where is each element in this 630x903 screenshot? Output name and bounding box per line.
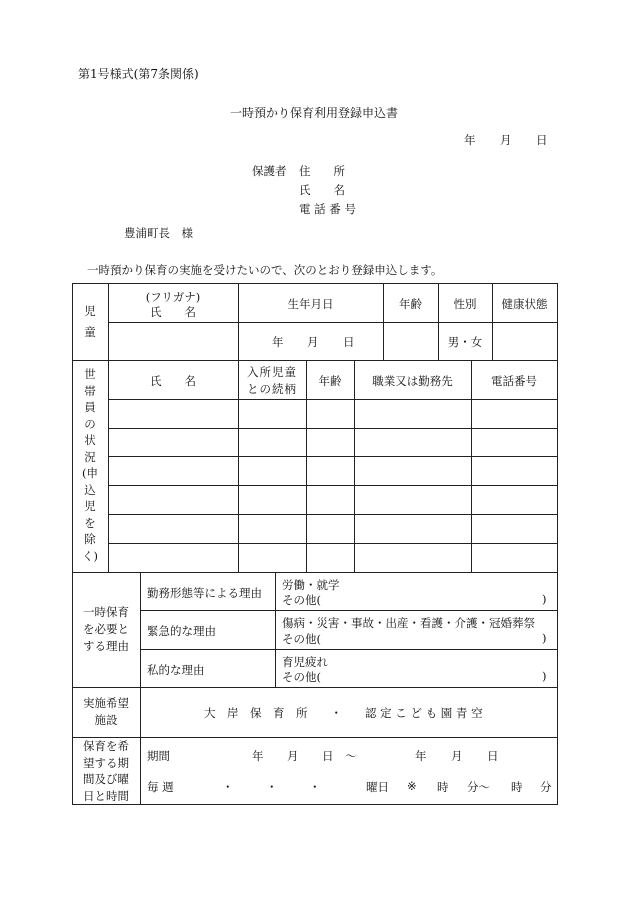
rule xyxy=(306,360,307,572)
birth-day: 日 xyxy=(343,335,355,349)
rule xyxy=(275,572,276,687)
rule xyxy=(140,687,141,804)
table-border-top xyxy=(72,283,558,284)
rule xyxy=(108,485,558,486)
guardian-label: 保護者 xyxy=(252,164,287,178)
time-hour-2: 時 xyxy=(511,780,523,794)
reason-emergency-line1: 傷病・災害・事故・出産・看護・介護・冠婚葬祭 xyxy=(282,616,535,630)
rule xyxy=(72,687,558,688)
reason-private-line2: その他( xyxy=(282,670,321,684)
date-month: 月 xyxy=(500,133,512,147)
guardian-name-label: 氏 名 xyxy=(299,183,345,197)
reason-emergency-line2: その他( xyxy=(282,632,321,646)
phone-header: 電話番号 xyxy=(491,374,537,388)
household-section-label: 世 帯 員 の 状 況 (申 込 児 を 除 く) xyxy=(82,367,98,563)
birth-year: 年 xyxy=(272,335,284,349)
household-name-header: 氏 名 xyxy=(150,374,196,388)
page-title: 一時預かり保育利用登録申込書 xyxy=(230,106,399,120)
rule xyxy=(108,514,558,515)
time-minute-2: 分 xyxy=(540,780,552,794)
reason-work-line2: その他( xyxy=(282,593,321,607)
rule xyxy=(108,360,109,572)
rule xyxy=(471,360,472,572)
period-year-2: 年 xyxy=(415,749,427,763)
facility-options: 大 岸 保 育 所 ・ 認 定 こ ど も 園 青 空 xyxy=(204,706,483,720)
weekday-label: 曜日 xyxy=(366,780,389,794)
reason-emergency-close: ) xyxy=(542,631,547,645)
gender-label: 性別 xyxy=(453,297,477,311)
gender-choice: 男・女 xyxy=(447,335,483,349)
period-year-1: 年 xyxy=(252,749,264,763)
reason-private-line1: 育児疲れ xyxy=(282,655,328,669)
furigana-label: (フリガナ) xyxy=(145,290,201,304)
form-id: 第1号様式(第7条関係) xyxy=(78,67,199,81)
reason-work-line1: 労働・就学 xyxy=(282,578,340,592)
weekday-dot: ・ xyxy=(266,780,278,794)
table-border-right xyxy=(557,283,558,805)
note-mark: ※ xyxy=(407,779,417,793)
reason-label-work: 勤務形態等による理由 xyxy=(147,586,262,600)
reason-work-close: ) xyxy=(542,592,547,606)
rule xyxy=(108,399,558,400)
period-day-2: 日 xyxy=(487,749,499,763)
time-hour-1: 時 xyxy=(437,780,449,794)
reason-section-label: 一時保育 を必要と する理由 xyxy=(83,605,129,653)
period-month-1: 月 xyxy=(287,749,299,763)
date-year: 年 xyxy=(464,133,476,147)
facility-label: 実施希望 施設 xyxy=(83,696,129,727)
rule xyxy=(72,572,558,573)
rule xyxy=(140,610,558,611)
period-day-1: 日 〜 xyxy=(322,749,357,763)
rule xyxy=(140,649,558,650)
period-month-2: 月 xyxy=(451,749,463,763)
rule xyxy=(354,360,355,572)
rule xyxy=(140,572,141,687)
date-day: 日 xyxy=(536,133,548,147)
weekday-dot: ・ xyxy=(222,780,234,794)
rule xyxy=(108,456,558,457)
rule xyxy=(72,737,558,738)
occupation-header: 職業又は勤務先 xyxy=(372,374,453,388)
rule xyxy=(108,428,558,429)
health-label: 健康状態 xyxy=(501,297,548,311)
relation-header-2: との続柄 xyxy=(247,382,297,396)
period-label: 期間 xyxy=(147,749,170,763)
addressee: 豊浦町長 様 xyxy=(124,226,193,240)
time-minute-1: 分〜 xyxy=(467,780,490,794)
reason-label-private: 私的な理由 xyxy=(147,663,205,677)
birth-month: 月 xyxy=(307,335,319,349)
rule xyxy=(108,543,558,544)
reason-private-close: ) xyxy=(542,669,547,683)
rule xyxy=(72,360,558,361)
reason-label-emergency: 緊急的な理由 xyxy=(147,624,216,638)
guardian-address-label: 住 所 xyxy=(299,164,345,178)
weekday-dot: ・ xyxy=(309,780,321,794)
guardian-phone-label: 電 話 番 号 xyxy=(299,202,356,216)
household-age-header: 年齢 xyxy=(318,374,342,388)
intro-text: 一時預かり保育の実施を受けたいので、次のとおり登録申込します。 xyxy=(87,263,443,277)
schedule-label: 保育を希 望する期 間及び曜 日と時間 xyxy=(83,739,129,803)
rule xyxy=(108,322,558,323)
weekly-label: 毎 週 xyxy=(147,780,174,794)
table-border-bottom xyxy=(72,804,558,805)
relation-header-1: 入所児童 xyxy=(247,365,297,379)
birth-date-label: 生年月日 xyxy=(287,297,334,311)
child-section-label: 児 童 xyxy=(84,304,96,339)
age-label: 年齢 xyxy=(399,297,422,311)
child-name-label: 氏 名 xyxy=(150,305,196,319)
